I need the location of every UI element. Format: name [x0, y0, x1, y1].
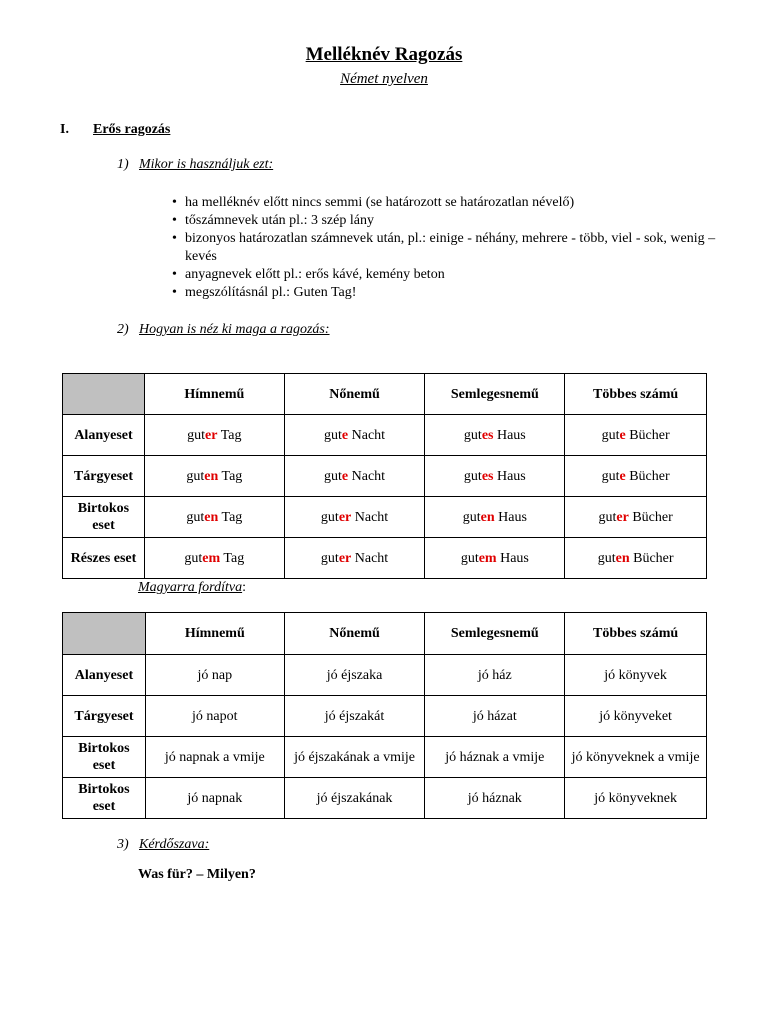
word-ending: es — [481, 427, 494, 443]
word-stem: gut — [184, 550, 203, 566]
table-cell: jó háznak a vmije — [425, 737, 565, 778]
row-header: Birtokos eset — [63, 497, 145, 538]
document-subtitle: Német nyelven — [340, 71, 428, 87]
usage-list — [172, 194, 732, 302]
column-header: Hímnemű — [145, 613, 284, 655]
column-header: Hímnemű — [144, 374, 284, 415]
question-2-number: 2) — [117, 322, 129, 337]
noun: Haus — [493, 427, 526, 443]
list-item: • megszólításnál pl.: Guten Tag! — [172, 284, 732, 302]
noun: Nacht — [348, 468, 386, 484]
table-corner — [63, 613, 146, 655]
question-word: Was für? – Milyen? — [138, 867, 256, 882]
word-ending: en — [480, 509, 495, 525]
table-cell: jó házat — [425, 696, 565, 737]
word-stem: gut — [324, 427, 342, 443]
section-heading — [60, 122, 170, 138]
table-cell: jó könyveknek a vmije — [565, 737, 707, 778]
table-cell — [144, 456, 284, 497]
table-cell: jó ház — [425, 655, 565, 696]
question-2 — [117, 322, 330, 338]
noun: Tag — [218, 509, 243, 525]
noun: Haus — [494, 509, 527, 525]
row-header: Részes eset — [63, 538, 145, 579]
question-3 — [117, 837, 209, 853]
list-item: • ha melléknév előtt nincs semmi (se határozott se határozatlan névelő) — [172, 194, 732, 212]
translation-table — [62, 612, 707, 819]
table-cell: jó könyveket — [565, 696, 707, 737]
noun: Tag — [220, 550, 245, 566]
table-row — [63, 538, 707, 579]
row-header: Birtokos eset — [63, 737, 146, 778]
table-cell: jó éjszaka — [284, 655, 425, 696]
table-cell — [284, 497, 425, 538]
word-ending: e — [619, 427, 626, 443]
list-item: • tőszámnevek után pl.: 3 szép lány — [172, 212, 732, 230]
word-ending: er — [616, 509, 629, 525]
table-cell: jó napot — [145, 696, 284, 737]
section-number: I. — [60, 122, 69, 137]
word-stem: gut — [601, 468, 620, 484]
word-stem: gut — [186, 509, 205, 525]
noun: Bücher — [628, 509, 673, 525]
table-row — [63, 415, 707, 456]
word-ending: er — [338, 550, 352, 566]
table-cell: jó éjszakának — [284, 778, 425, 819]
row-header: Alanyeset — [63, 655, 146, 696]
table-cell — [565, 538, 707, 579]
table-cell: jó napnak — [145, 778, 284, 819]
question-1 — [117, 157, 273, 173]
word-ending: es — [481, 468, 494, 484]
column-header: Nőnemű — [284, 613, 425, 655]
noun: Nacht — [351, 509, 389, 525]
table-cell: jó könyveknek — [565, 778, 707, 819]
word-stem: gut — [463, 427, 482, 443]
row-header: Tárgyeset — [63, 696, 146, 737]
noun: Nacht — [351, 550, 389, 566]
word-ending: en — [204, 509, 219, 525]
column-header: Többes számú — [565, 374, 707, 415]
word-stem: gut — [320, 509, 339, 525]
noun: Haus — [496, 550, 529, 566]
table-header-row — [63, 374, 707, 415]
table-cell: jó nap — [145, 655, 284, 696]
word-stem: gut — [462, 509, 481, 525]
word-ending: e — [341, 468, 349, 484]
table-cell: jó éjszakának a vmije — [284, 737, 425, 778]
translation-label: Magyarra fordítva — [138, 580, 243, 595]
document-title: Melléknév Ragozás — [305, 44, 463, 65]
declension-table — [62, 373, 707, 579]
word-stem: gut — [460, 550, 479, 566]
table-cell: jó háznak — [425, 778, 565, 819]
column-header: Többes számú — [565, 613, 707, 655]
question-3-number: 3) — [117, 837, 129, 852]
table-row — [63, 778, 707, 819]
word-stem: gut — [187, 427, 206, 443]
table-row — [63, 456, 707, 497]
table-cell — [565, 497, 707, 538]
word-ending: en — [204, 468, 219, 484]
translation-caption — [138, 580, 246, 596]
table-cell — [284, 538, 425, 579]
table-cell — [565, 415, 707, 456]
word-stem: gut — [597, 550, 616, 566]
table-cell — [425, 497, 565, 538]
word-stem: gut — [598, 509, 617, 525]
column-header: Semlegesnemű — [425, 613, 565, 655]
question-3-text: Kérdőszava: — [139, 837, 210, 852]
table-cell: jó éjszakát — [284, 696, 425, 737]
noun: Bücher — [629, 550, 674, 566]
table-cell — [565, 456, 707, 497]
word-stem: gut — [320, 550, 339, 566]
word-ending: em — [202, 550, 221, 566]
table-corner — [63, 374, 145, 415]
word-stem: gut — [601, 427, 620, 443]
table-row — [63, 696, 707, 737]
row-header: Alanyeset — [63, 415, 145, 456]
noun: Nacht — [348, 427, 386, 443]
table-cell — [425, 456, 565, 497]
noun: Haus — [493, 468, 526, 484]
noun: Bücher — [625, 427, 670, 443]
table-cell — [425, 415, 565, 456]
table-row — [63, 655, 707, 696]
table-cell: jó napnak a vmije — [145, 737, 284, 778]
section-title: Erős ragozás — [93, 122, 171, 137]
question-2-text: Hogyan is néz ki maga a ragozás: — [139, 322, 330, 337]
word-stem: gut — [463, 468, 482, 484]
word-ending: er — [205, 427, 218, 443]
noun: Tag — [217, 427, 242, 443]
table-header-row — [63, 613, 707, 655]
table-cell — [284, 415, 425, 456]
table-cell — [144, 497, 284, 538]
table-cell — [284, 456, 425, 497]
list-item: • bizonyos határozatlan számnevek után, pl.: einige - néhány, mehrere - több, viel - sok, wenig – kevés — [172, 230, 732, 266]
question-1-text: Mikor is használjuk ezt: — [139, 157, 274, 172]
table-row — [63, 497, 707, 538]
word-ending: e — [619, 468, 626, 484]
translation-colon: : — [242, 580, 246, 595]
table-cell — [144, 415, 284, 456]
noun: Bücher — [625, 468, 670, 484]
question-1-number: 1) — [117, 157, 129, 172]
word-stem: gut — [324, 468, 342, 484]
list-item: • anyagnevek előtt pl.: erős kávé, kemény beton — [172, 266, 732, 284]
noun: Tag — [218, 468, 243, 484]
column-header: Nőnemű — [284, 374, 425, 415]
table-row — [63, 737, 707, 778]
column-header: Semlegesnemű — [425, 374, 565, 415]
word-ending: e — [341, 427, 349, 443]
row-header: Tárgyeset — [63, 456, 145, 497]
word-ending: en — [615, 550, 630, 566]
word-stem: gut — [186, 468, 205, 484]
word-ending: em — [478, 550, 497, 566]
table-cell — [144, 538, 284, 579]
table-cell: jó könyvek — [565, 655, 707, 696]
row-header: Birtokos eset — [63, 778, 146, 819]
table-cell — [425, 538, 565, 579]
word-ending: er — [338, 509, 352, 525]
